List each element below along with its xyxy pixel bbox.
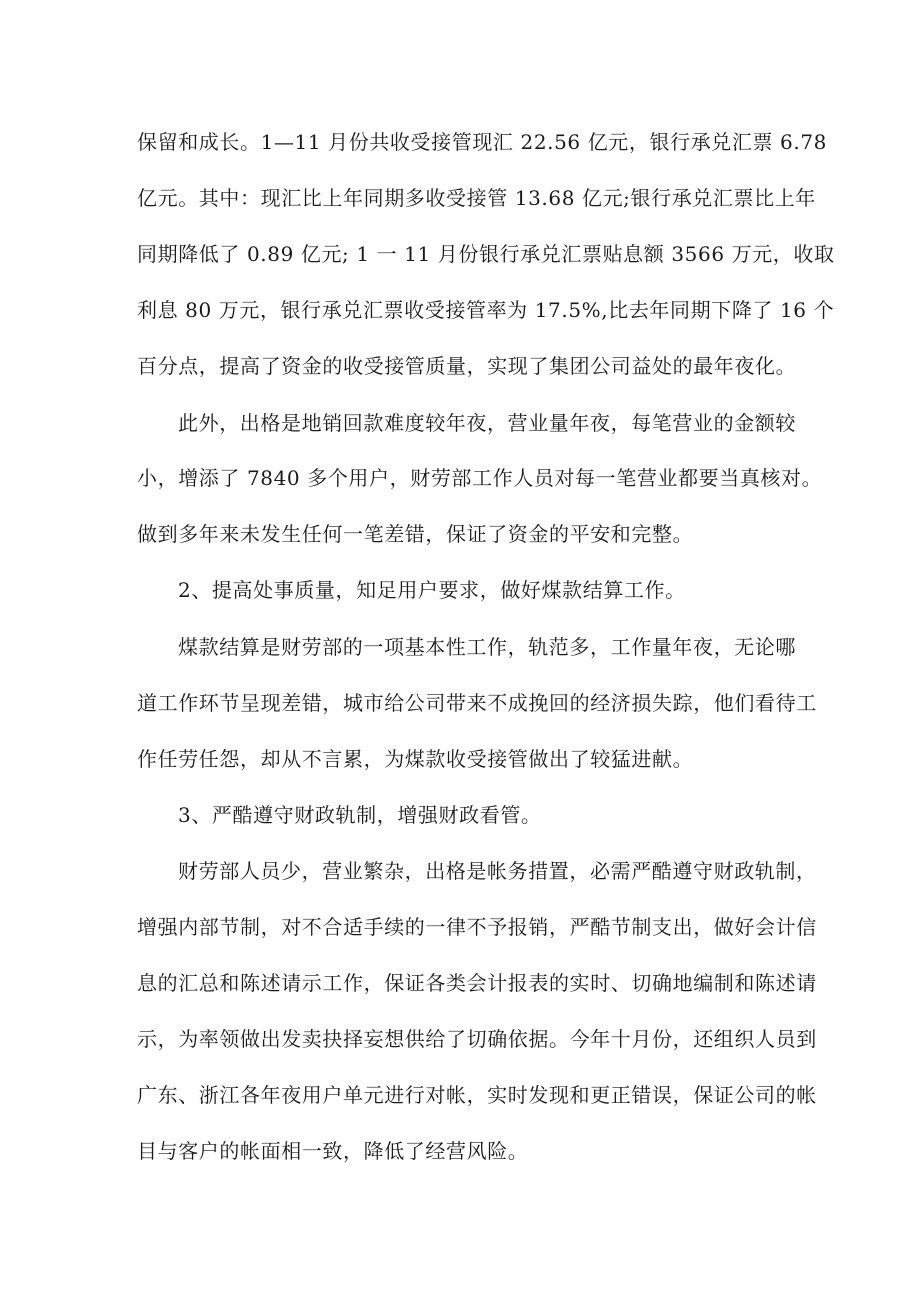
paragraph-1-line-3: 同期降低了 0.89 亿元; 1 一 11 月份银行承兑汇票贴息额 3566 万元，收取 [137, 242, 835, 266]
paragraph-4-line-5: 广东、浙江各年夜用户单元进行对帐，实时发现和更正错误，保证公司的帐 [137, 1083, 817, 1107]
section-heading-2: 2、提高处事质量，知足用户要求，做好煤款结算工作。 [178, 578, 686, 602]
paragraph-2-line-3: 做到多年来未发生任何一笔差错，保证了资金的平安和完整。 [137, 522, 694, 546]
paragraph-4-line-2: 增强内部节制，对不合适手续的一律不予报销，严酷节制支出，做好会计信 [137, 915, 817, 939]
paragraph-1-line-5: 百分点，提高了资金的收受接管质量，实现了集团公司益处的最年夜化。 [137, 354, 797, 378]
paragraph-4-line-6: 目与客户的帐面相一致，降低了经营风险。 [137, 1139, 529, 1163]
section-heading-3: 3、严酷遵守财政轨制，增强财政看管。 [178, 803, 542, 827]
paragraph-1-line-2: 亿元。其中：现汇比上年同期多收受接管 13.68 亿元;银行承兑汇票比上年 [137, 186, 816, 210]
paragraph-1-line-4: 利息 80 万元，银行承兑汇票收受接管率为 17.5%,比去年同期下降了 16 个 [137, 298, 835, 322]
paragraph-2-line-2: 小，增添了 7840 多个用户，财劳部工作人员对每一笔营业都要当真核对。 [137, 466, 823, 490]
paragraph-3-line-1: 煤款结算是财劳部的一项基本性工作，轨范多，工作量年夜，无论哪 [178, 635, 796, 659]
paragraph-3-line-2: 道工作环节呈现差错，城市给公司带来不成挽回的经济损失踪，他们看待工 [137, 691, 817, 715]
paragraph-1-line-1: 保留和成长。1—11 月份共收受接管现汇 22.56 亿元，银行承兑汇票 6.78 [137, 130, 827, 154]
paragraph-2-line-1: 此外，出格是地销回款难度较年夜，营业量年夜，每笔营业的金额较 [178, 411, 796, 435]
paragraph-4-line-4: 示，为率领做出发卖抉择妄想供给了切确依据。今年十月份，还组织人员到 [137, 1027, 817, 1051]
paragraph-4-line-3: 息的汇总和陈述请示工作，保证各类会计报表的实时、切确地编制和陈述请 [137, 971, 817, 995]
paragraph-4-line-1: 财劳部人员少，营业繁杂，出格是帐务措置，必需严酷遵守财政轨制， [178, 859, 817, 883]
paragraph-3-line-3: 作任劳任怨，却从不言累，为煤款收受接管做出了较猛进献。 [137, 747, 694, 771]
